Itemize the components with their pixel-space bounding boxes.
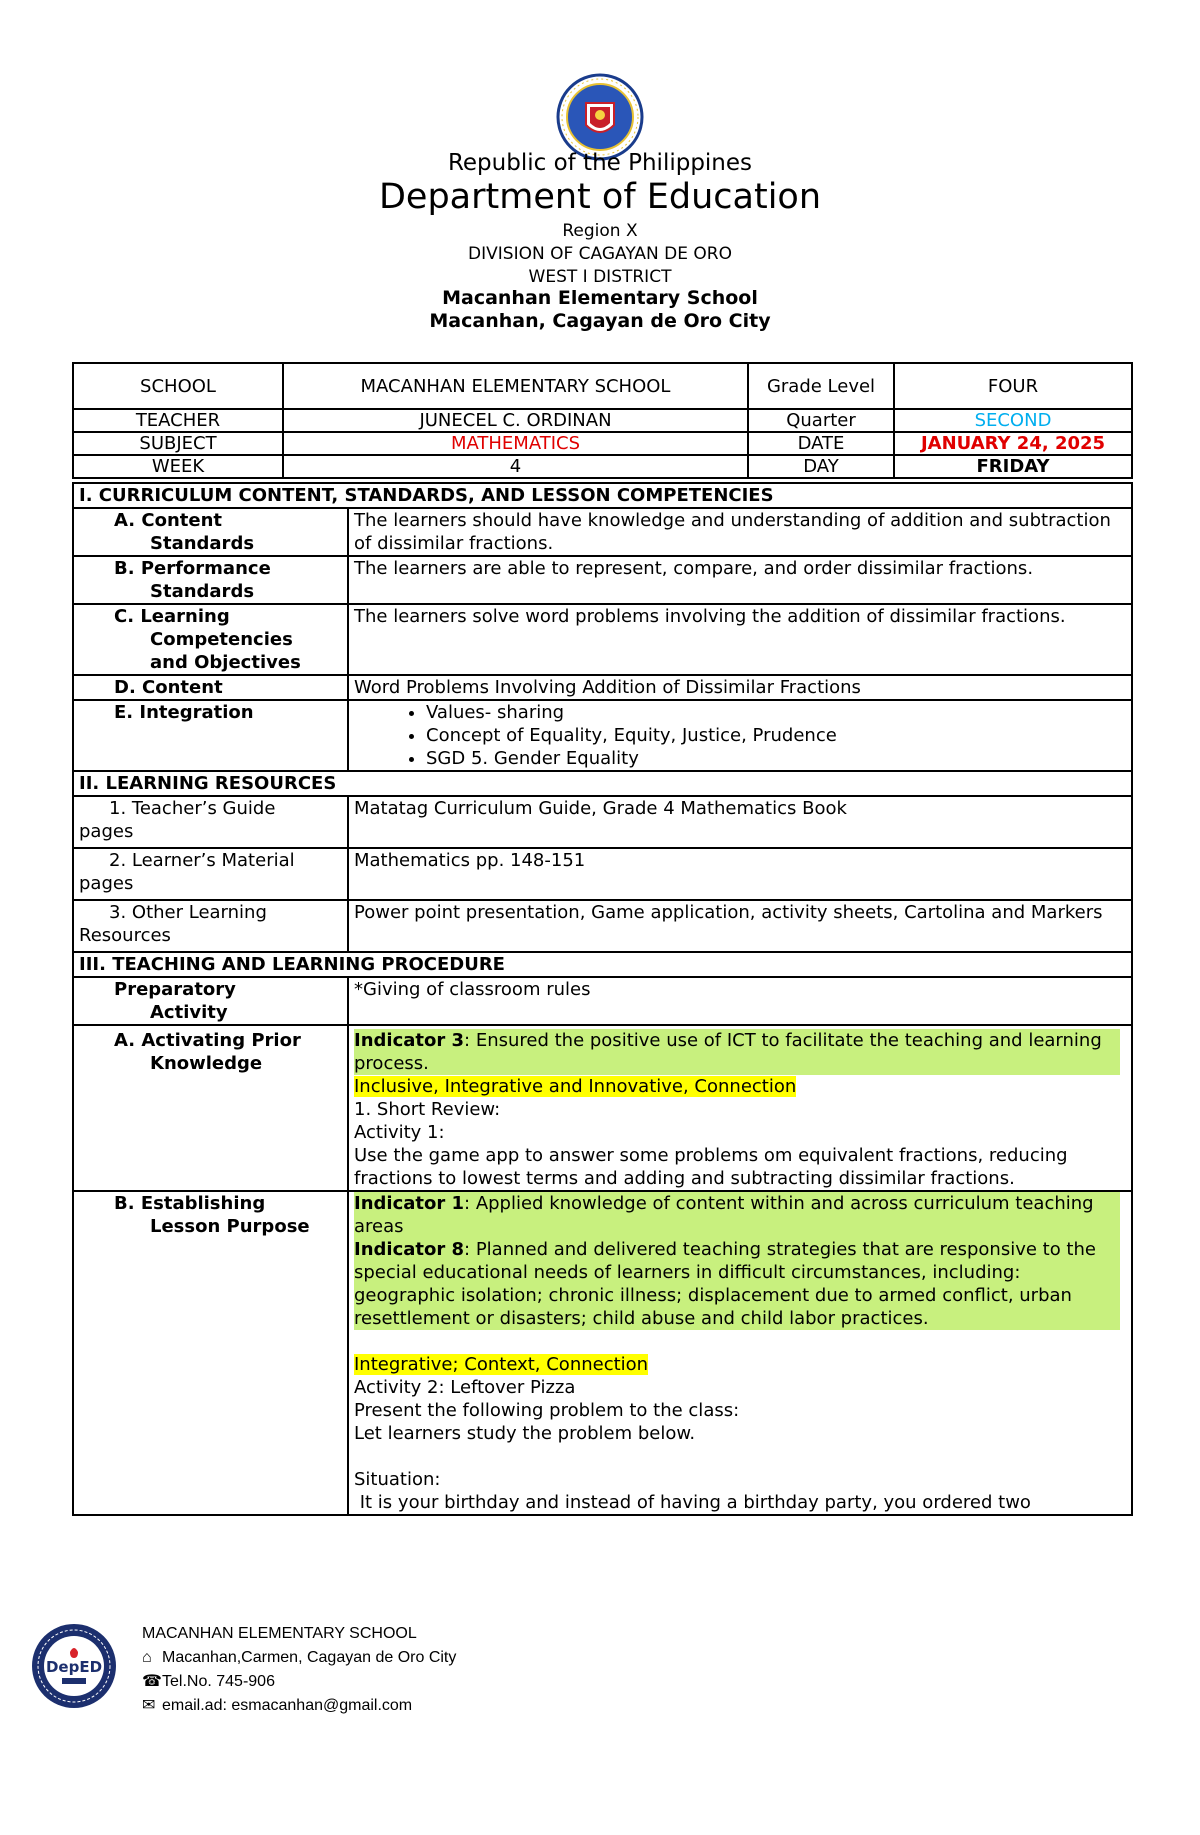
grade-value: FOUR xyxy=(894,363,1132,409)
table-row xyxy=(73,796,1132,848)
quarter-label: Quarter xyxy=(748,409,894,432)
table-row xyxy=(73,675,1132,700)
day-label: DAY xyxy=(748,455,894,478)
competencies-text: The learners solve word problems involving the addition of dissimilar fractions. xyxy=(348,604,1132,675)
section-curriculum: I. CURRICULUM CONTENT, STANDARDS, AND LESSON COMPETENCIES xyxy=(73,483,1132,508)
table-row xyxy=(73,1025,1132,1191)
strategy-highlight: Inclusive, Integrative and Innovative, Connection xyxy=(354,1076,797,1097)
integration-label: E. Integration xyxy=(73,700,348,771)
table-row xyxy=(73,977,1132,1025)
other-resources-label: 3. Other Learning Resources xyxy=(73,900,348,952)
seal-icon xyxy=(556,73,644,161)
footer-address-line: ⌂ Macanhan,Carmen, Cagayan de Oro City xyxy=(142,1646,456,1670)
district: WEST I DISTRICT xyxy=(528,267,672,287)
department-title: Department of Education xyxy=(378,177,822,217)
table-row xyxy=(73,604,1132,675)
table-row xyxy=(73,848,1132,900)
list-item: • Values- sharing xyxy=(426,701,1126,724)
content-text: Word Problems Involving Addition of Dissimilar Fractions xyxy=(348,675,1132,700)
learners-material-text: Mathematics pp. 148-151 xyxy=(348,848,1132,900)
strategy-highlight: Integrative; Context, Connection xyxy=(354,1354,649,1375)
indicator-1-and-8: Indicator 1: Applied knowledge of content within and across curriculum teaching areas Indicator 8: Planned and delivered teaching strategies that are responsive to the special educational needs of learners in difficult circumstances, including: geographic isolation; chronic illness; displacement due to armed conflict, urban resettlement or disasters; child abuse and child labor practices. xyxy=(354,1192,1120,1330)
section-procedure: III. TEACHING AND LEARNING PROCEDURE xyxy=(73,952,1132,977)
division: DIVISION OF CAGAYAN DE ORO xyxy=(468,244,732,264)
content-standards-label: A. Content Standards xyxy=(73,508,348,556)
footer-email-line: ✉ email.ad: esmacanhan@gmail.com xyxy=(142,1694,456,1718)
table-row xyxy=(73,556,1132,604)
region: Region X xyxy=(562,221,638,241)
house-icon: ⌂ xyxy=(142,1649,152,1666)
deped-logo-icon xyxy=(30,1622,118,1710)
establishing-purpose-label: B. Establishing Lesson Purpose xyxy=(73,1191,348,1515)
table-row xyxy=(73,1191,1132,1515)
list-item: • SGD 5. Gender Equality xyxy=(426,747,1126,770)
teachers-guide-label: 1. Teacher’s Guide pages xyxy=(73,796,348,848)
indicator-3: Indicator 3: Ensured the positive use of ICT to facilitate the teaching and learning process. xyxy=(354,1029,1120,1075)
footer-school: MACANHAN ELEMENTARY SCHOOL xyxy=(142,1625,417,1642)
content-standards-text: The learners should have knowledge and understanding of addition and subtraction of dissimilar fractions. xyxy=(348,508,1132,556)
svg-text:DepED: DepED xyxy=(45,1658,103,1676)
other-resources-text: Power point presentation, Game application, activity sheets, Cartolina and Markers xyxy=(348,900,1132,952)
activating-prior-knowledge-text: Indicator 3: Ensured the positive use of ICT to facilitate the teaching and learning process. Inclusive, Integrative and Innovative, Connection 1. Short Review: Activity 1: Use the game app to answer some problems om equivalent fractions, reducing fractions to lowest terms and adding and subtracting dissimilar fractions. xyxy=(348,1025,1132,1191)
republic-title: Republic of the Philippines xyxy=(447,150,753,176)
activating-prior-knowledge-label: A. Activating Prior Knowledge xyxy=(73,1025,348,1191)
footer-phone-line: ☎Tel.No. 745-906 xyxy=(142,1670,456,1694)
date-label: DATE xyxy=(748,432,894,455)
table-row xyxy=(73,900,1132,952)
quarter-value: SECOND xyxy=(894,409,1132,432)
competencies-label: C. Learning Competencies and Objectives xyxy=(73,604,348,675)
table-row xyxy=(73,508,1132,556)
phone-icon: ☎ xyxy=(142,1673,162,1690)
grade-label: Grade Level xyxy=(748,363,894,409)
week-label: WEEK xyxy=(73,455,283,478)
day-value: FRIDAY xyxy=(894,455,1132,478)
performance-standards-label: B. Performance Standards xyxy=(73,556,348,604)
integration-list xyxy=(348,700,1132,771)
lesson-info-table xyxy=(72,362,1133,479)
week-value: 4 xyxy=(283,455,748,478)
subject-label: SUBJECT xyxy=(73,432,283,455)
school-name: Macanhan Elementary School xyxy=(442,287,758,309)
footer-contact xyxy=(142,1622,456,1718)
table-row xyxy=(73,700,1132,771)
list-item: • Concept of Equality, Equity, Justice, Prudence xyxy=(426,724,1126,747)
school-value: MACANHAN ELEMENTARY SCHOOL xyxy=(283,363,748,409)
preparatory-label: Preparatory Activity xyxy=(73,977,348,1025)
section-resources: II. LEARNING RESOURCES xyxy=(73,771,1132,796)
performance-standards-text: The learners are able to represent, compare, and order dissimilar fractions. xyxy=(348,556,1132,604)
learners-material-label: 2. Learner’s Material pages xyxy=(73,848,348,900)
establishing-purpose-text: Indicator 1: Applied knowledge of content within and across curriculum teaching areas Indicator 8: Planned and delivered teaching strategies that are responsive to the special educational needs of learners in difficult circumstances, including: geographic isolation; chronic illness; displacement due to armed conflict, urban resettlement or disasters; child abuse and child labor practices. Integrative; Context, Connection Activity 2: Leftover Pizza Present the following problem to the class: Let learners study the problem below. Situation: It is your birthday and instead of having a birthday party, you ordered two xyxy=(348,1191,1132,1515)
teacher-label: TEACHER xyxy=(73,409,283,432)
preparatory-text: *Giving of classroom rules xyxy=(348,977,1132,1025)
content-label: D. Content xyxy=(73,675,348,700)
envelope-icon: ✉ xyxy=(142,1697,156,1714)
date-value: JANUARY 24, 2025 xyxy=(894,432,1132,455)
teacher-value: JUNECEL C. ORDINAN xyxy=(283,409,748,432)
lesson-plan-table xyxy=(72,482,1133,1516)
school-label: SCHOOL xyxy=(73,363,283,409)
teachers-guide-text: Matatag Curriculum Guide, Grade 4 Mathematics Book xyxy=(348,796,1132,848)
school-address: Macanhan, Cagayan de Oro City xyxy=(429,310,771,332)
subject-value: MATHEMATICS xyxy=(283,432,748,455)
